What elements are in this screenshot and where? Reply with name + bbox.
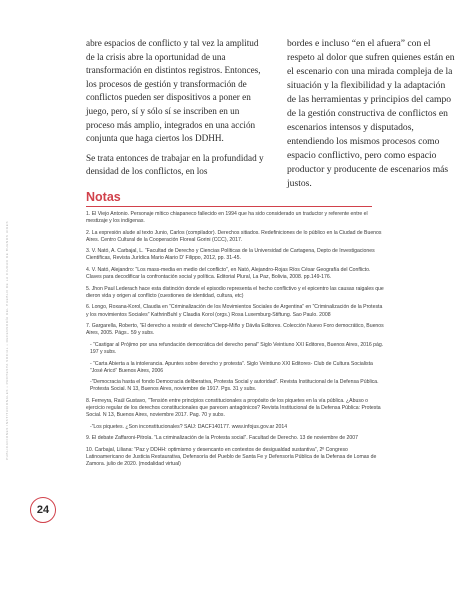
note-item: 4. V. Nató, Alejandro: “Los mass-media en medio del conflicto”, en Nató, Alejandro-Rojas Ríos César Geografía del Conflicto. Claves para decodificar la confrontación social y política. Editorial Plural, La Paz, Bolivia, 2008. pp.149-176. — [86, 267, 371, 281]
body-paragraph: abre espacios de conflicto y tal vez la amplitud de la crisis abre la oportunidad de una transformación en distintos registros. Entonces, los procesos de gestión y transformación de conflictos pueden ser dispositivos a poner en juego, pero, sí y sólo sí se inscriben en un proceso más amplio, integrados en una acción conjunta que haga ciertos los DDHH. — [86, 38, 261, 144]
notes-divider — [86, 206, 372, 207]
note-item: 9. El debate Zaffaroni-Pitrola. “La criminalización de la Protesta social”. Facultad de Derecho. 13 de noviembre de 2007 — [86, 435, 358, 442]
body-column-right — [287, 37, 455, 197]
note-item: 10. Carbajal, Liliana: “Paz y DDHH: optimismo y desencanto en contextos de desigualdad sustantiva”, 2º Congreso Latinoamericano de Justicia Restaurativa, Defensoría del Pueblo de Santa Fe y Defensoría Pública de la Defensa de Lomas de Zamora. julio de 2020. (modalidad virtual) — [86, 446, 377, 468]
note-subitem: - “Castigar al Prójimo por una refundación democrática del derecho penal” Siglo Veintiuno XXI Editores, Buenos Aires, 2016 pág. 197 y subs. — [90, 341, 384, 355]
body-paragraph: bordes e incluso “en el afuera” con el respeto al dolor que sufren quienes están en el escenario con una mirada compleja de la situación y la flexibilidad y la adaptación de las herramientas y principios del campo de la gestión constructiva de conflictos en escenarios intensos y disputados, entendiendo los mismos procesos como espacio conflictivo, pero como espacio productor y producente de escenarios más justos. — [287, 38, 455, 189]
notes-list — [86, 211, 386, 473]
note-subitem: - “Carta Abierta a la intolerancia. Apuntes sobre derecho y protesta”. Siglo Veintiuno XXI Editores- Club de Cultura Socialista “José Aricó” Buenos Aires, 2006 — [90, 360, 373, 374]
notes-heading: Notas — [86, 190, 121, 204]
note-subitem: -”Democracia hasta el fondo Democracia deliberativa, Protesta Social y autoridad”. Revista Institucional de la Defensa Pública. Protesta Social. N 13, Buenos Aires, noviembre de 1917. Pgs. 31 y subs. — [90, 379, 379, 393]
note-item: 8. Ferreyra, Raúl Gustavo, “Tensión entre principios constitucionales a propósito de los piquetes en la vía pública. ¿Abuso o ejercicio regular de los derechos constitucionales que parecen antagónicos? Revista Institucional de la Defensa Pública: Protesta Social. N 13, Buenos Aires, noviembre 2017. Pag. 70 y subs. — [86, 397, 381, 419]
page-number-badge — [30, 497, 56, 523]
note-item: 6. Longo, Roxana-Korol, Claudia en “Criminalización de los Movimientos Sociales de Argentina” en “Criminalización de la Protesta y los movimientos Sociales” KathrinBuhl y Claudia Korol (orgs.) Rosa Luxemburg-Stiftung. Sao Paulo. 2008 — [86, 304, 383, 318]
body-column-left — [86, 37, 268, 185]
running-header-vertical: PUBLICACIONES INSTITUCIONALES • PROTESTA SOCIAL • DEFENSORÍA DEL PUEBLO DE LA CIUDAD DE BUENOS AIRES — [5, 220, 9, 460]
note-item: 1. El Viejo Antonio. Personaje mítico chiapaneco fallecido en 1994 que ha sido considerado un traductor y referente entre el mestizaje y los indígenas. — [86, 211, 368, 225]
note-item: 7. Gargarella, Roberto, “El derecho a resistir el derecho”Ciepp-Miño y Dávila Editores. Colección Nuevo Foro democrático, Buenos Aires, 2005. Págs.. 59 y subs. — [86, 323, 384, 337]
note-subitem: -“Los piquetes. ¿Son inconstitucionales? SAIJ: DACF140177. www.infojus.gov.ar 2014 — [90, 423, 288, 430]
page-number: 24 — [36, 504, 50, 516]
note-item: 3. V. Nató, A. Carbajal, L. “Facultad de Derecho y Ciencias Políticas de la Universidad de Cartagena, Depto de Investigaciones Científicas, Revista Jurídica Mario Alario D’ Filippo, 2012, pp. 31-45. — [86, 248, 375, 262]
note-item: 2. La expresión alude al texto Junio, Carlos (compilador). Derechos sitiados. Redefiniciones de lo público en la Ciudad de Buenos Aires. Centro Cultural de la Cooperación Floreal Gorini (CCC), 2017. — [86, 229, 382, 243]
body-paragraph: Se trata entonces de trabajar en la profundidad y densidad de los conflictos, en los — [86, 152, 264, 177]
note-item: 5. Jhon Paul Lederach hace esta distinción donde el episodio representa el hecho conflictivo y el epicentro las causas raigales que dieron vida y origen al conflicto (cuestiones de identidad, cultura, etc) — [86, 285, 384, 299]
